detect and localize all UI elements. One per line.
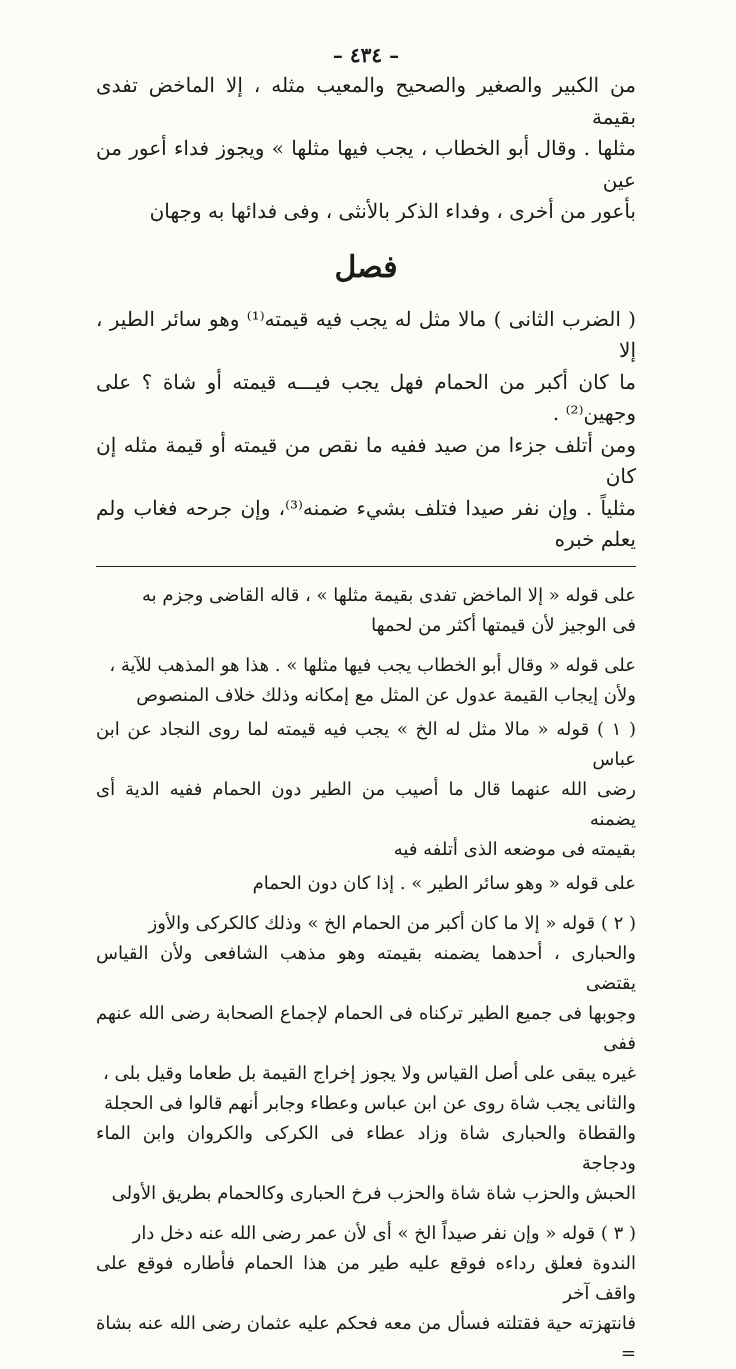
footnote-line: فى الوجيز لأن قيمتها أكثر من لحمها <box>371 614 636 636</box>
footnotes <box>96 581 636 1369</box>
footnote-line: والثانى يجب شاة روى عن ابن عباس وعطاء وجابر أنهم قالوا فى الحجلة <box>104 1092 636 1114</box>
main-line: من الكبير والصغير والصحيح والمعيب مثله ، إلا الماخض تفدى بقيمة <box>96 73 636 129</box>
main-line: مثلها . وقال أبو الخطاب ، يجب فيها مثلها » ويجوز فداء أعور من عين <box>96 136 636 192</box>
footnote-line: ( ٢ ) قوله « إلا ما كان أكبر من الحمام الخ » وذلك كالكركى والأوز <box>148 912 636 934</box>
footnote-line: ولأن إيجاب القيمة عدول عن المثل مع إمكانه وذلك خلاف المنصوص <box>136 684 636 706</box>
footnote-line: ( ١ ) قوله « مالا مثل له الخ » يجب فيه قيمته لما روى النجاد عن ابن عباس <box>96 718 637 770</box>
main-line: ومن أتلف جزءا من صيد ففيه ما نقص من قيمته أو قيمة مثله إن كان <box>96 432 636 488</box>
footnote <box>96 909 636 1209</box>
main-line: بأعور من أخرى ، وفداء الذكر بالأنثى ، وفى فدائها به وجهان <box>149 199 636 223</box>
footnote-line: على قوله « وقال أبو الخطاب يجب فيها مثلها » . هذا هو المذهب للآية ، <box>109 654 636 676</box>
footnote <box>96 869 636 899</box>
main-line: ( الضرب الثانى ) مالا مثل له يجب فيه قيمته⁽¹⁾ وهو سائر الطير ، إلا <box>96 306 636 362</box>
footnote-line: والحبارى ، أحدهما يضمنه بقيمته وهو مذهب الشافعى ولأن القياس يقتضى <box>96 942 636 994</box>
footnote-line: والقطاة والحبارى شاة وزاد عطاء فى الكركى والكروان وابن الماء ودجاجة <box>96 1122 636 1174</box>
footnote-line: بقيمته فى موضعه الذى أتلفه فيه <box>393 838 636 860</box>
footnote <box>96 1219 636 1369</box>
footnote-line: رضى الله عنهما قال ما أصيب من الطير دون الحمام ففيه الدية أى يضمنه <box>96 778 636 830</box>
footnote-line: على قوله « وهو سائر الطير » . إذا كان دون الحمام <box>252 872 636 894</box>
footnote-line: الحبش والحزب شاة شاة والحزب فرخ الحبارى وكالحمام بطريق الأولى <box>111 1182 636 1204</box>
footnote-line: على قوله « إلا الماخض تفدى بقيمة مثلها » ، قاله القاضى وجزم به <box>142 584 636 606</box>
main-line: مثلياً . وإن نفر صيدا فتلف بشيء ضمنه⁽³⁾، وإن جرحه فغاب ولم يعلم خبره <box>96 495 636 551</box>
footnote-line: فانتهزته حية فقتلته فسأل من معه فحكم عليه عثمان رضى الله عنه بشاة = <box>96 1312 636 1364</box>
page-number: – ٤٣٤ – <box>332 43 400 67</box>
main-text-bottom <box>96 304 636 556</box>
footnote <box>96 581 636 641</box>
section-heading: فصل <box>334 249 398 285</box>
footnote <box>96 715 636 865</box>
footnote-divider <box>96 566 636 567</box>
main-line: ما كان أكبر من الحمام فهل يجب فيـــه قيمته أو شاة ؟ على وجهين⁽²⁾ . <box>96 369 636 425</box>
footnote-line: الندوة فعلق رداءه فوقع عليه طير من هذا الحمام فأطاره فوقع على واقف آخر <box>96 1252 636 1304</box>
footnote-line: غيره يبقى على أصل القياس ولا يجوز إخراج القيمة بل طعاما وقيل بلى ، <box>103 1062 636 1084</box>
footnote-line: ( ٣ ) قوله « وإن نفر صيداً الخ » أى لأن عمر رضى الله عنه دخل دار <box>132 1222 636 1244</box>
footnote-line: وجوبها فى جميع الطير تركناه فى الحمام لإجماع الصحابة رضى الله عنهم ففى <box>96 1002 636 1054</box>
main-text-top <box>96 70 636 228</box>
footnote <box>96 651 636 711</box>
